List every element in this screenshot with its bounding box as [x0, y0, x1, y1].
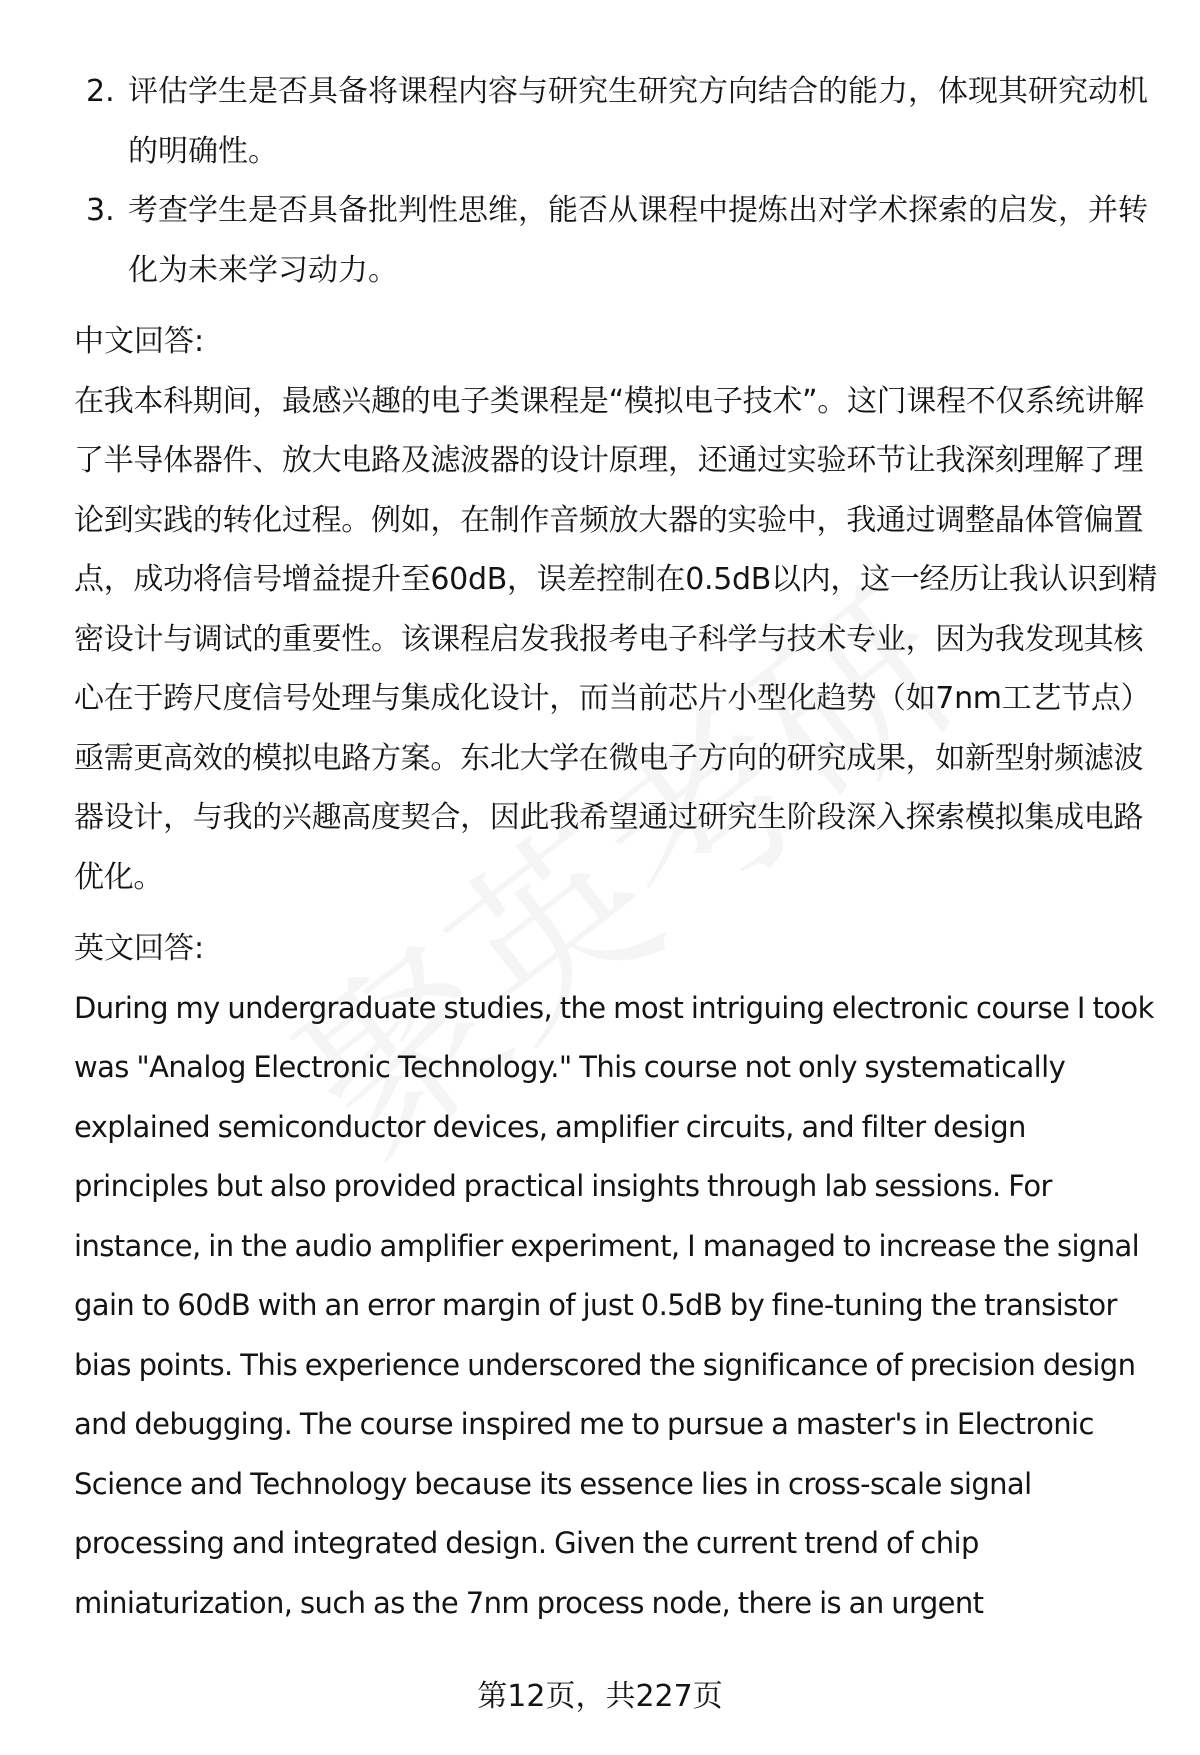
chinese-answer-body: 在我本科期间，最感兴趣的电子类课程是“模拟电子技术”。这门课程不仅系统讲解了半导体器件、放大电路及滤波器的设计原理，还通过实验环节让我深刻理解了理论到实践的转化过程。例如，在制作音频放大器的实验中，我通过调整晶体管偏置点，成功将信号增益提升至60dB，误差控制在0.5dB以内，这一经历让我认识到精密设计与调试的重要性。该课程启发我报考电子科学与技术专业，因为我发现其核心在于跨尺度信号处理与集成化设计，而当前芯片小型化趋势（如7nm工艺节点）亟需更高效的模拟电路方案。东北大学在微电子方向的研究成果，如新型射频滤波器设计，与我的兴趣高度契合，因此我希望通过研究生阶段深入探索模拟集成电路优化。	[74, 383, 1158, 895]
english-answer-heading: 英文回答:	[74, 931, 205, 966]
list-item-number: 2.	[86, 74, 115, 109]
list-item-text: 考查学生是否具备批判性思维，能否从课程中提炼出对学术探索的启发，并转化为未来学习动力。	[128, 193, 1148, 288]
document-content	[74, 62, 1164, 1633]
list-item-text: 评估学生是否具备将课程内容与研究生研究方向结合的能力，体现其研究动机的明确性。	[128, 74, 1148, 169]
list-item-number: 3.	[86, 193, 115, 228]
list-item	[74, 62, 1164, 181]
page-number-footer: 第12页，共227页	[477, 1679, 723, 1714]
english-answer-body: During my undergraduate studies, the most intriguing electronic course I took was "Analog Electronic Technology." This course not only systematically explained semiconductor devices, amplifier circuits, and filter design principles but also provided practical insights through lab sessions. For instance, in the audio amplifier experiment, I managed to increase the signal gain to 60dB with an error margin of just 0.5dB by fine-tuning the transistor bias points. This experience underscored the significance of precision design and debugging. The course inspired me to pursue a master's in Electronic Science and Technology because its essence lies in cross-scale signal processing and integrated design. Given the current trend of chip miniaturization, such as the 7nm process node, there is an urgent	[74, 990, 1154, 1620]
chinese-answer-heading: 中文回答:	[74, 324, 205, 359]
list-item	[74, 181, 1164, 300]
